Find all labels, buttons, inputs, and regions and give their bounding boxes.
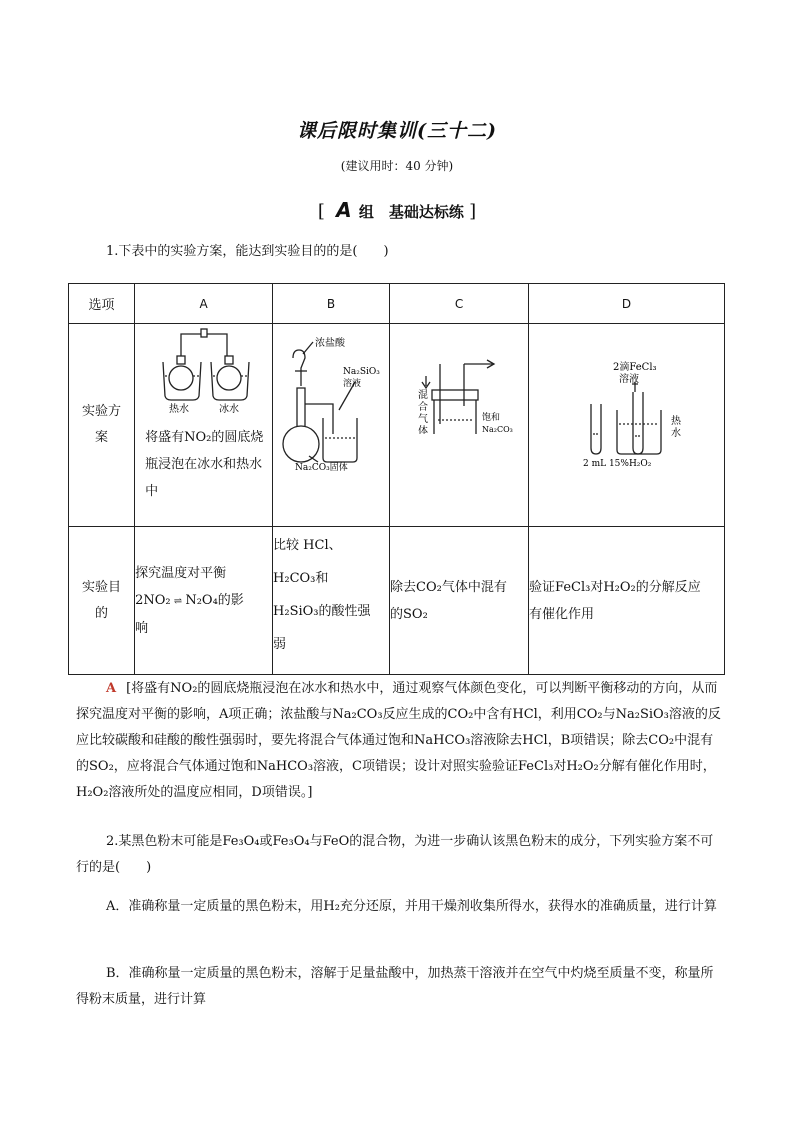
- purpose-d: 验证FeCl₃对H₂O₂的分解反应 有催化作用: [529, 527, 725, 675]
- bracket-close: ]: [469, 201, 477, 222]
- label-fecl3-drops: 2滴FeCl₃: [613, 362, 657, 373]
- table-header-row: [69, 284, 725, 324]
- answer-letter: A: [106, 681, 117, 696]
- label-solution-b: 溶液: [343, 379, 362, 389]
- label-hot-water: 热水: [169, 404, 190, 414]
- label-mixed-gas-1: 混: [418, 390, 429, 401]
- col-header-d: D: [529, 284, 725, 324]
- page-title: 课后限时集训(三十二): [297, 120, 497, 142]
- label-hot-2: 水: [671, 428, 682, 439]
- col-header-c: C: [390, 284, 529, 324]
- col-header-b: B: [273, 284, 390, 324]
- col-header-option: 选项: [69, 284, 135, 324]
- scheme-a-text: 将盛有NO₂的圆底烧瓶浸泡在冰水和热水中: [145, 430, 264, 499]
- equilibrium-arrow-icon: ⇌: [170, 595, 186, 607]
- label-na2sio3: Na₂SiO₃: [343, 367, 380, 377]
- purpose-c: 除去CO₂气体中混有 的SO₂: [390, 527, 529, 675]
- question-1-stem: 1.下表中的实验方案，能达到实验目的的是( ): [106, 244, 389, 259]
- label-cold-water: 冰水: [219, 404, 240, 414]
- scheme-b-cell: [273, 324, 390, 527]
- label-mixed-gas-3: 气: [418, 414, 429, 425]
- scheme-c-cell: [390, 324, 529, 527]
- row-label-purpose: 实验目的: [69, 527, 135, 675]
- label-hot-1: 热: [671, 416, 682, 427]
- purpose-row: [69, 527, 725, 675]
- apparatus-a-diagram: [135, 324, 271, 414]
- group-label: 组 基础达标练: [358, 203, 464, 221]
- col-header-a: A: [135, 284, 273, 324]
- label-mixed-gas-4: 体: [418, 426, 429, 434]
- scheme-row: [69, 324, 725, 527]
- purpose-b: 比较 HCl、 H₂CO₃和 H₂SiO₃的酸性强 弱: [273, 527, 390, 675]
- answer-text: [将盛有NO₂的圆底烧瓶浸泡在冰水和热水中，通过观察气体颜色变化，可以判断平衡移动的方向，从而探究温度对平衡的影响，A项正确；浓盐酸与Na₂CO₃反应生成的CO₂中含有HCl，利用CO₂与Na₂SiO₃溶液的反应比较碳酸和硅酸的酸性强弱时，要先将混合气体通过饱和NaHCO₃溶液除去HCl，B项错误；除去CO₂中混有的SO₂，应将混合气体通过饱和NaHCO₃溶液，C项错误；设计对照实验验证FeCl₃对H₂O₂分解有催化作用时，H₂O₂溶液所处的温度应相同，D项错误。]: [76, 681, 721, 800]
- experiment-table: [68, 283, 725, 675]
- group-heading: [0, 198, 794, 222]
- question-2-option-a: A．准确称量一定质量的黑色粉末，用H₂充分还原，并用干燥剂收集所得水，获得水的准确质量，进行计算: [106, 899, 717, 914]
- scheme-d-cell: [529, 324, 725, 527]
- label-conc-hcl: 浓盐酸: [315, 338, 346, 349]
- label-saturated: 饱和: [482, 413, 501, 423]
- question-2-stem: 2.某黑色粉末可能是Fe₃O₄或Fe₃O₄与FeO的混合物，为进一步确认该黑色粉末的成分，下列实验方案不可行的是( ): [76, 834, 714, 875]
- purpose-a: 探究温度对平衡 2NO₂ ⇌ N₂O₄的影 响: [135, 527, 273, 675]
- question-2-option-b: B．准确称量一定质量的黑色粉末，溶解于足量盐酸中，加热蒸干溶液并在空气中灼烧至质量不变，称量所得粉末质量，进行计算: [76, 966, 714, 1007]
- answer-explanation-1: [76, 676, 726, 806]
- apparatus-d-diagram: [529, 324, 723, 474]
- group-letter: A: [336, 198, 352, 222]
- label-mixed-gas-2: 合: [418, 402, 429, 413]
- apparatus-c-diagram: [390, 324, 528, 434]
- label-na2co3-solid: Na₂CO₃固体: [295, 463, 348, 473]
- apparatus-b-diagram: [273, 324, 389, 474]
- scheme-a-cell: [135, 324, 273, 527]
- time-suggestion: (建议用时：40 分钟): [340, 159, 454, 173]
- label-h2o2: 2 mL 15%H₂O₂: [583, 459, 652, 469]
- bracket-open: [: [317, 201, 325, 222]
- label-na2co3: Na₂CO₃: [482, 425, 513, 434]
- row-label-scheme: 实验方案: [69, 324, 135, 527]
- label-solution-d: 溶液: [619, 374, 640, 385]
